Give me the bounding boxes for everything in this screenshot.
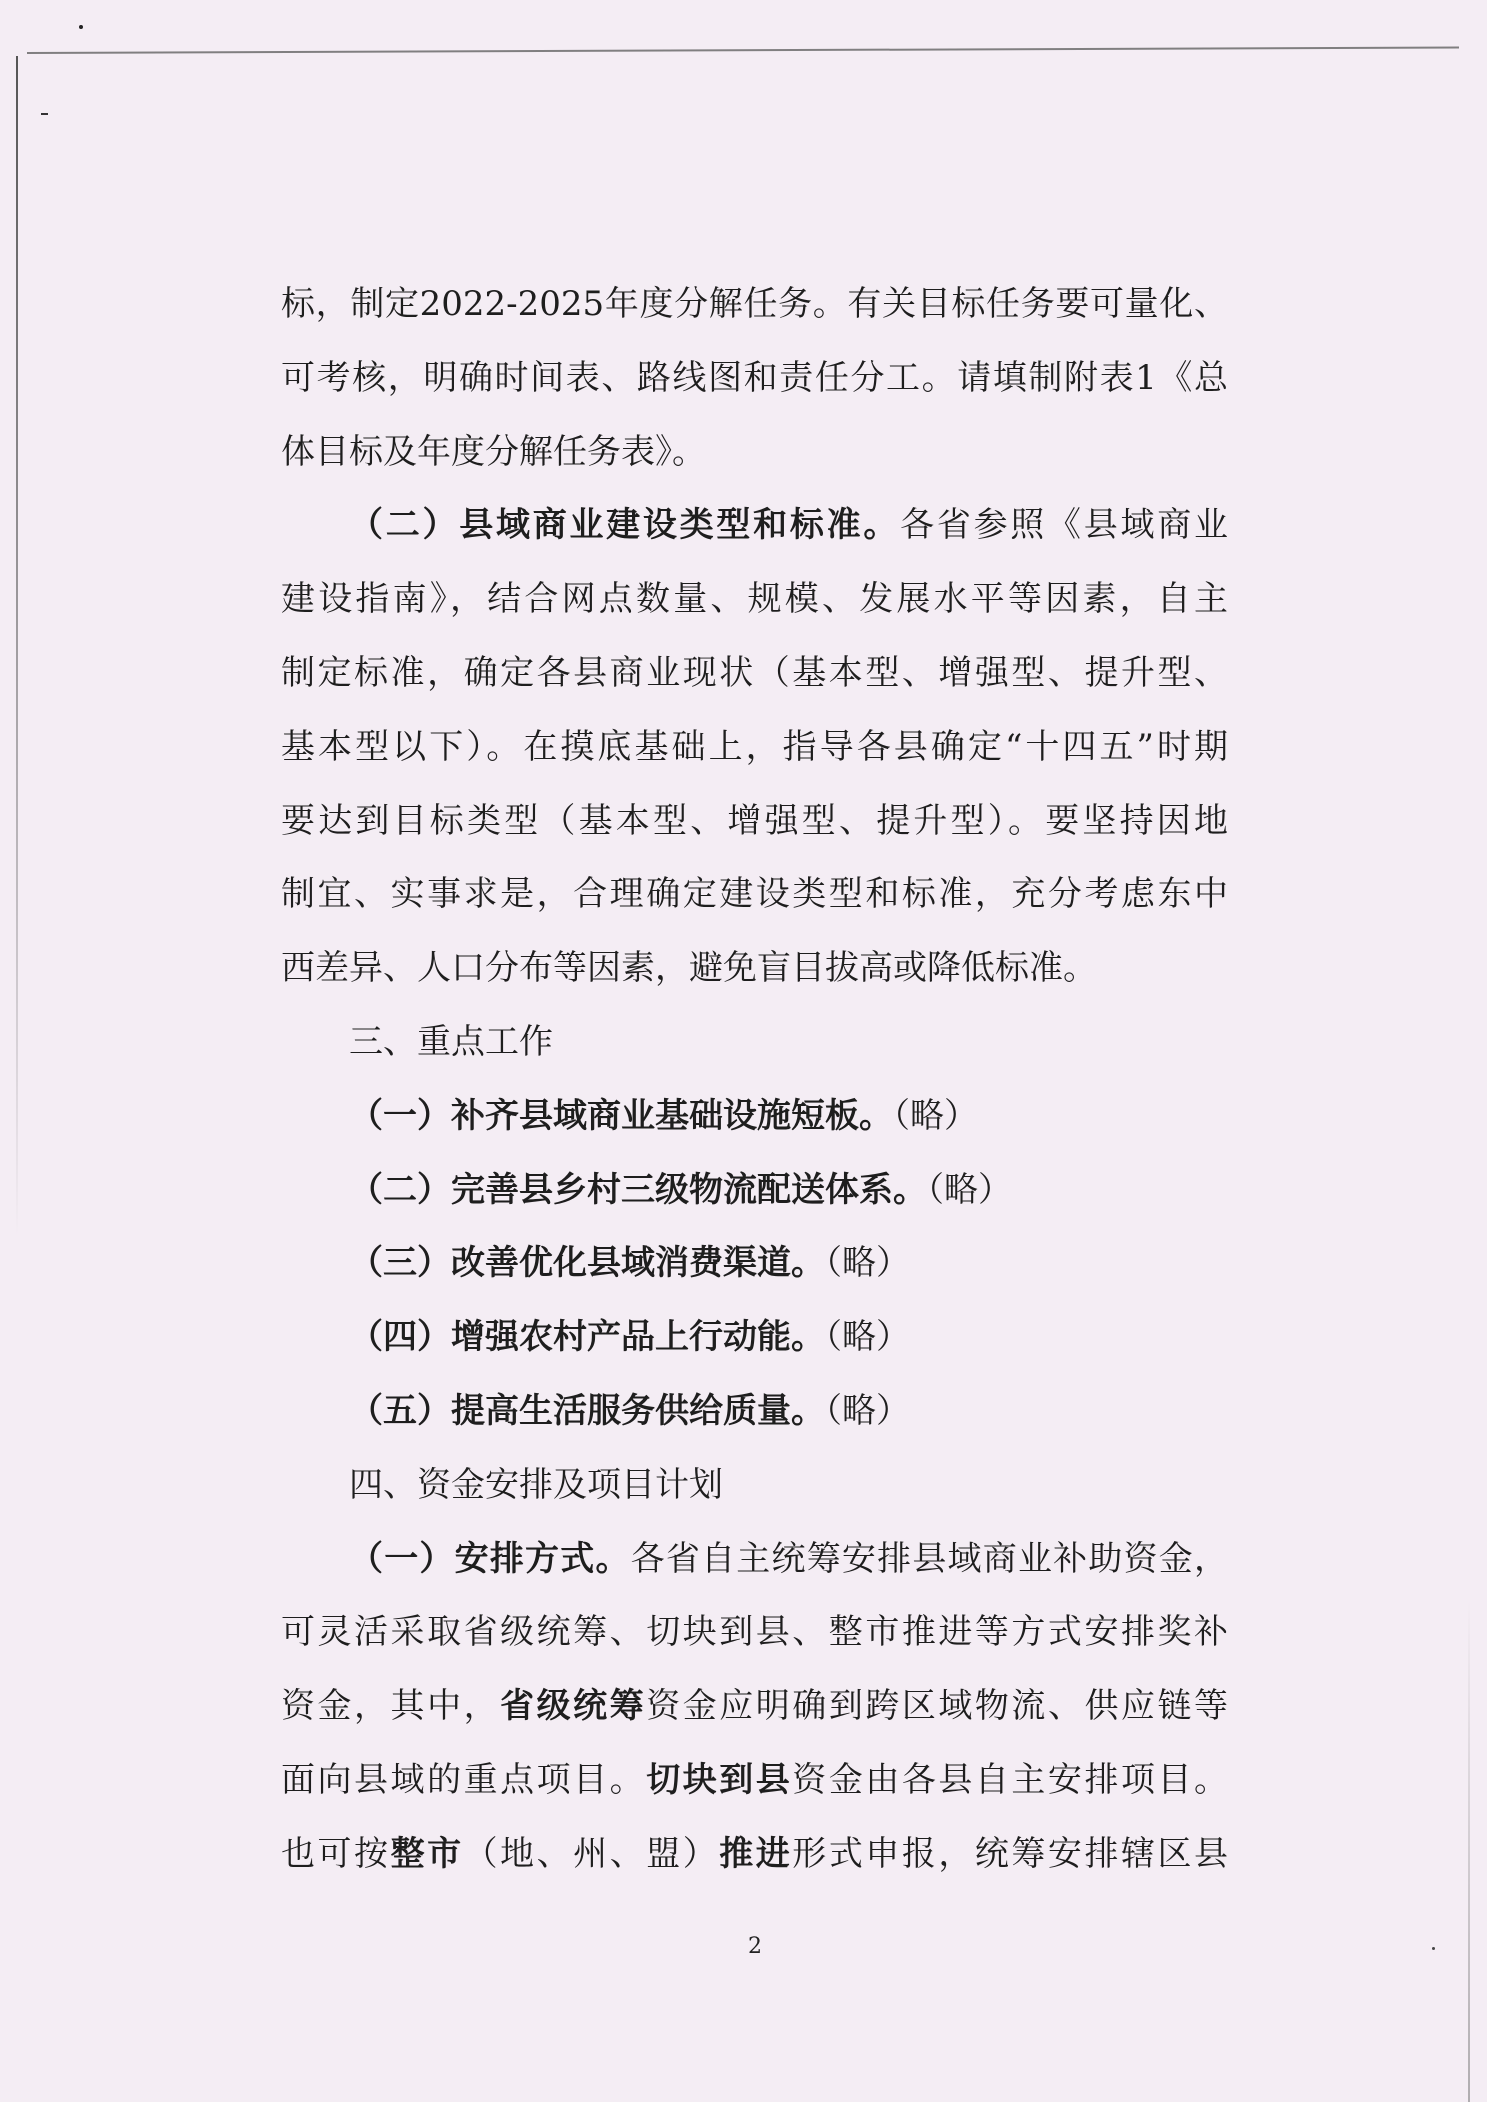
list-item-note: （略） <box>927 1169 1012 1210</box>
paragraph-line <box>281 1596 1228 1670</box>
document-body <box>281 268 1228 1892</box>
section-heading-text: 三、重点工作 <box>349 1021 553 1062</box>
line-text: 各省参照《县域商业 <box>900 505 1229 546</box>
paragraph-line <box>281 858 1228 932</box>
section-heading <box>281 1006 1228 1080</box>
paragraph-line <box>281 563 1228 637</box>
list-item <box>281 1080 1228 1154</box>
section-heading <box>281 1449 1228 1523</box>
scan-right-edge-line <box>1468 1600 1470 2102</box>
list-item-note: （略） <box>825 1317 910 1358</box>
list-item-title: （三）改善优化县域消费渠道。 <box>349 1243 825 1284</box>
paragraph-line <box>281 342 1228 416</box>
emphasis-text: 整市 <box>390 1833 464 1874</box>
line-text: 资金由各县自主安排项目。 <box>792 1759 1229 1800</box>
list-item-title: （五）提高生活服务供给质量。 <box>349 1390 825 1431</box>
paragraph-line <box>281 1523 1228 1597</box>
line-text: 要达到目标类型（基本型、增强型、提升型）。要坚持因地 <box>281 800 1228 841</box>
list-item-note: （略） <box>825 1243 910 1284</box>
paragraph-line <box>281 1670 1228 1744</box>
line-text: 面向县域的重点项目。 <box>281 1759 647 1800</box>
line-text: 资金，其中， <box>281 1686 501 1727</box>
paragraph-line <box>281 711 1228 785</box>
page-number: 2 <box>748 1934 762 1959</box>
paragraph-line <box>281 268 1228 342</box>
line-text: 西差异、人口分布等因素，避免盲目拔高或降低标准。 <box>281 948 1097 989</box>
line-text: 制宜、实事求是，合理确定建设类型和标准，充分考虑东中 <box>281 874 1228 915</box>
list-item-title: （一）补齐县域商业基础设施短板。 <box>349 1095 893 1136</box>
section-heading-text: 四、资金安排及项目计划 <box>349 1464 723 1505</box>
line-text: 体目标及年度分解任务表》。 <box>281 431 706 472</box>
subsection-heading: （一）安排方式。 <box>349 1538 631 1579</box>
paragraph-line <box>281 785 1228 859</box>
paragraph-line <box>281 489 1228 563</box>
scan-speck <box>1432 1947 1435 1950</box>
list-item-title: （四）增强农村产品上行动能。 <box>349 1317 825 1358</box>
emphasis-text: 省级统筹 <box>500 1686 647 1727</box>
subsection-heading: （二）县域商业建设类型和标准。 <box>349 505 901 546</box>
line-text: 可考核，明确时间表、路线图和责任分工。请填制附表1《总 <box>281 357 1228 398</box>
list-item-note: （略） <box>825 1390 910 1431</box>
paragraph-line <box>281 637 1228 711</box>
scan-left-edge-line <box>16 56 18 1236</box>
line-text: 建设指南》，结合网点数量、规模、发展水平等因素，自主 <box>281 579 1228 620</box>
paragraph-line <box>281 416 1228 490</box>
list-item <box>281 1301 1228 1375</box>
list-item <box>281 1154 1228 1228</box>
list-item-title: （二）完善县乡村三级物流配送体系。 <box>349 1169 927 1210</box>
paragraph-line <box>281 932 1228 1006</box>
paragraph-line <box>281 1818 1228 1892</box>
line-text: 资金应明确到跨区域物流、供应链等 <box>646 1686 1229 1727</box>
list-item <box>281 1227 1228 1301</box>
line-text: （地、州、盟） <box>463 1833 720 1874</box>
line-text: 可灵活采取省级统筹、切块到县、整市推进等方式安排奖补 <box>281 1612 1228 1653</box>
line-text: 标，制定2022-2025年度分解任务。有关目标任务要可量化、 <box>281 284 1228 324</box>
list-item-note: （略） <box>893 1095 978 1136</box>
scan-speck <box>79 25 83 29</box>
list-item <box>281 1375 1228 1449</box>
line-text: 基本型以下）。在摸底基础上，指导各县确定“十四五”时期 <box>281 726 1228 767</box>
emphasis-text: 切块到县 <box>646 1759 793 1800</box>
scan-top-edge-line <box>27 47 1459 54</box>
emphasis-text: 推进 <box>719 1833 793 1874</box>
line-text: 也可按 <box>281 1833 391 1874</box>
paragraph-line <box>281 1744 1228 1818</box>
line-text: 形式申报，统筹安排辖区县 <box>792 1833 1229 1874</box>
line-text: 制定标准，确定各县商业现状（基本型、增强型、提升型、 <box>281 652 1228 693</box>
line-text: 各省自主统筹安排县域商业补助资金， <box>630 1538 1229 1579</box>
scan-mark <box>41 113 48 115</box>
